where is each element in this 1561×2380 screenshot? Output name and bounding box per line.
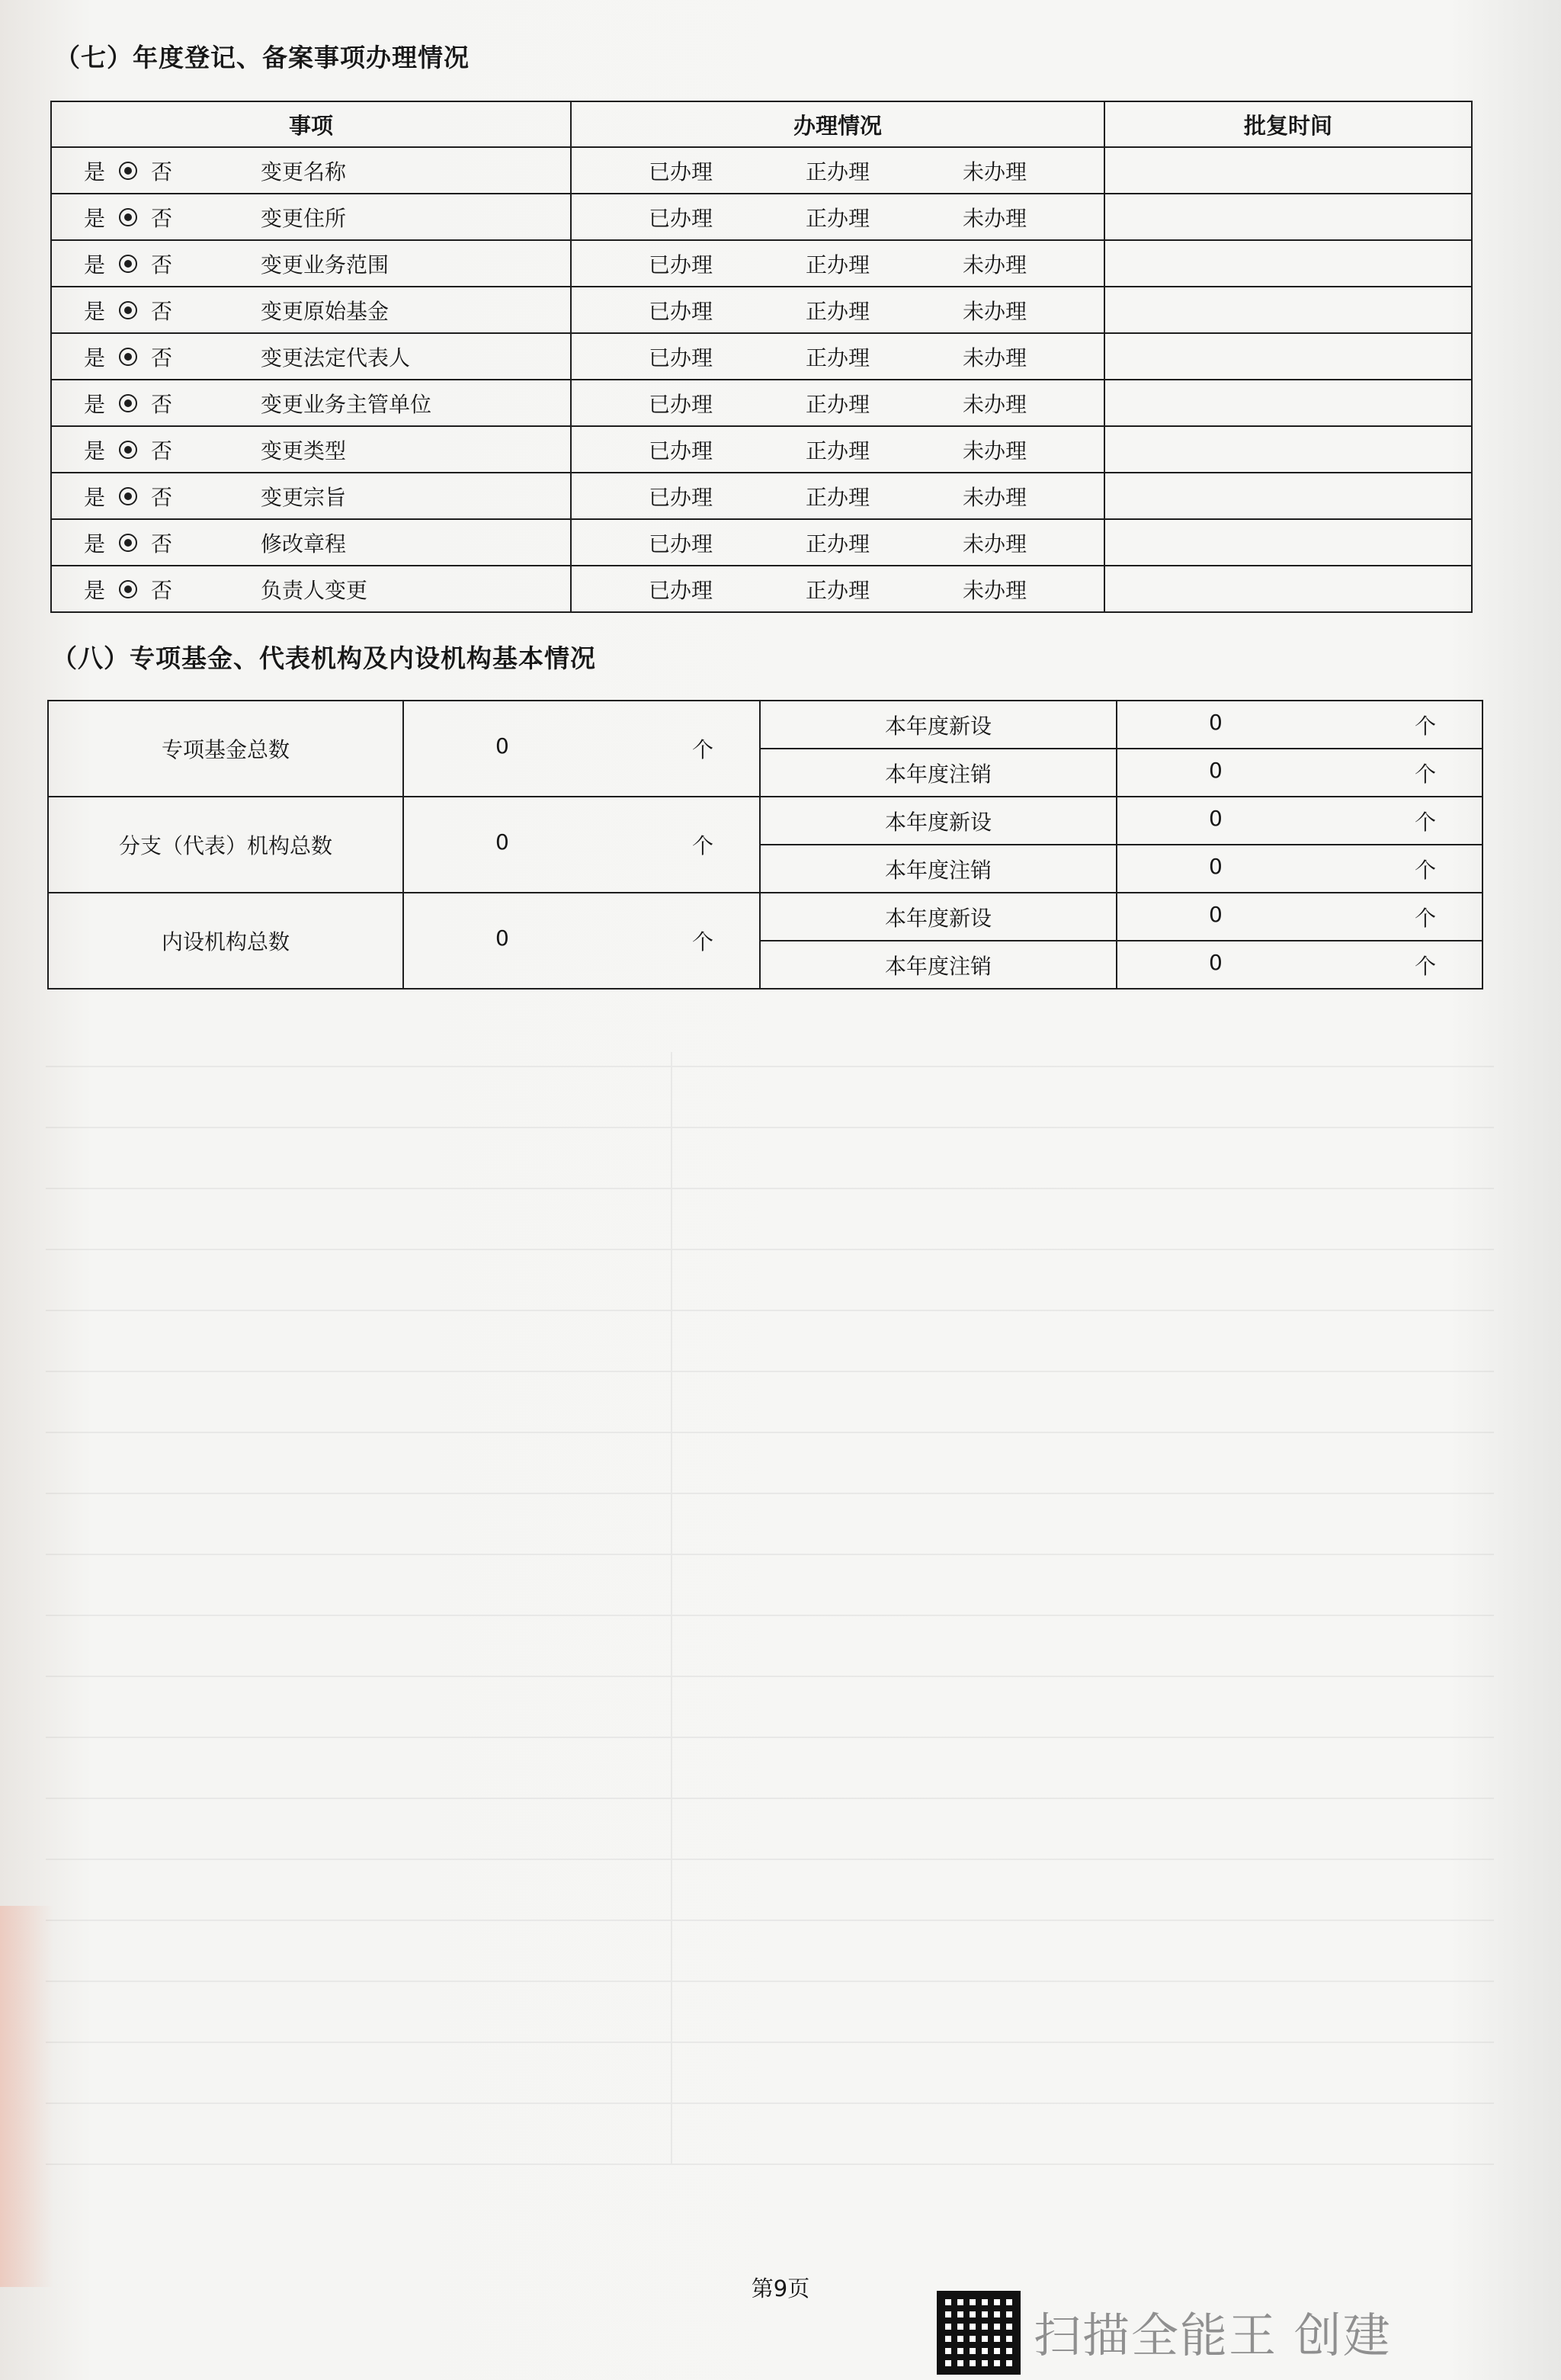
item-name: 修改章程 [261, 531, 347, 557]
group-total: 0 [495, 733, 509, 759]
status-not-done: 未办理 [962, 205, 1027, 231]
item-cell [51, 194, 571, 240]
status-done: 已办理 [648, 438, 713, 463]
status-done: 已办理 [648, 159, 713, 184]
no-label: 否 [151, 391, 173, 417]
status-done: 已办理 [648, 298, 713, 324]
unit-label: 个 [1414, 809, 1436, 835]
item-name: 变更原始基金 [261, 298, 389, 324]
radio-selected-icon[interactable] [119, 301, 137, 319]
registration-rows [51, 147, 1472, 612]
item-name: 变更类型 [261, 438, 347, 463]
status-done: 已办理 [648, 345, 713, 370]
cancel-label: 本年度注销 [760, 941, 1117, 989]
unit-label: 个 [691, 737, 713, 762]
yes-label: 是 [84, 205, 106, 231]
cancel-label: 本年度注销 [760, 749, 1117, 797]
item-name: 变更宗旨 [261, 484, 347, 510]
table-row [51, 240, 1472, 287]
table-header-row [51, 101, 1472, 147]
status-cell [571, 473, 1104, 519]
no-label: 否 [151, 438, 173, 463]
unit-label: 个 [691, 929, 713, 954]
status-done: 已办理 [648, 252, 713, 277]
status-not-done: 未办理 [962, 577, 1027, 603]
status-not-done: 未办理 [962, 531, 1027, 557]
table-row [51, 566, 1472, 612]
status-done: 已办理 [648, 577, 713, 603]
status-cell [571, 519, 1104, 566]
cancel-count: 0 [1209, 949, 1223, 975]
new-label: 本年度新设 [760, 893, 1117, 941]
new-count: 0 [1209, 805, 1223, 831]
approval-time-cell [1104, 519, 1472, 566]
unit-label: 个 [1414, 953, 1436, 979]
yes-label: 是 [84, 391, 106, 417]
approval-time-cell [1104, 426, 1472, 473]
table-row [51, 333, 1472, 380]
item-name: 变更名称 [261, 159, 347, 184]
status-not-done: 未办理 [962, 438, 1027, 463]
table-row [51, 194, 1472, 240]
table-row [48, 797, 1482, 845]
yes-label: 是 [84, 438, 106, 463]
cancel-count-cell [1117, 941, 1482, 989]
status-done: 已办理 [648, 484, 713, 510]
status-not-done: 未办理 [962, 484, 1027, 510]
new-label: 本年度新设 [760, 797, 1117, 845]
cancel-count: 0 [1209, 853, 1223, 879]
yes-label: 是 [84, 252, 106, 277]
status-done: 已办理 [648, 205, 713, 231]
approval-time-cell [1104, 147, 1472, 194]
no-label: 否 [151, 205, 173, 231]
status-in-progress: 正办理 [805, 577, 870, 603]
status-cell [571, 240, 1104, 287]
group-name: 分支（代表）机构总数 [48, 797, 403, 893]
unit-label: 个 [1414, 761, 1436, 787]
section8-title: （八）专项基金、代表机构及内设机构基本情况 [52, 643, 596, 673]
cancel-count-cell [1117, 845, 1482, 893]
yes-label: 是 [84, 484, 106, 510]
status-cell [571, 333, 1104, 380]
table-row [51, 519, 1472, 566]
new-count-cell [1117, 797, 1482, 845]
status-not-done: 未办理 [962, 252, 1027, 277]
header-approval-time: 批复时间 [1104, 101, 1472, 147]
table-row [48, 701, 1482, 749]
item-cell [51, 426, 571, 473]
status-in-progress: 正办理 [805, 159, 870, 184]
new-count: 0 [1209, 709, 1223, 735]
header-item: 事项 [51, 101, 571, 147]
no-label: 否 [151, 577, 173, 603]
item-name: 变更法定代表人 [261, 345, 411, 370]
new-label: 本年度新设 [760, 701, 1117, 749]
group-total-cell [403, 701, 760, 797]
status-cell [571, 566, 1104, 612]
item-name: 负责人变更 [261, 577, 368, 603]
radio-selected-icon[interactable] [119, 208, 137, 226]
item-cell [51, 147, 571, 194]
no-label: 否 [151, 531, 173, 557]
radio-selected-icon[interactable] [119, 255, 137, 273]
status-in-progress: 正办理 [805, 438, 870, 463]
approval-time-cell [1104, 566, 1472, 612]
header-status: 办理情况 [571, 101, 1104, 147]
institutions-rows [48, 701, 1482, 989]
table-row [51, 380, 1472, 426]
unit-label: 个 [1414, 713, 1436, 739]
item-cell [51, 473, 571, 519]
approval-time-cell [1104, 240, 1472, 287]
bleed-through-background [46, 1052, 1494, 2165]
table-row [51, 287, 1472, 333]
cancel-label: 本年度注销 [760, 845, 1117, 893]
status-in-progress: 正办理 [805, 205, 870, 231]
radio-selected-icon[interactable] [119, 580, 137, 598]
status-in-progress: 正办理 [805, 252, 870, 277]
page-number: 第9页 [751, 2276, 810, 2301]
table-row [51, 473, 1472, 519]
yes-label: 是 [84, 298, 106, 324]
status-in-progress: 正办理 [805, 391, 870, 417]
radio-selected-icon[interactable] [119, 487, 137, 505]
status-not-done: 未办理 [962, 391, 1027, 417]
new-count-cell [1117, 893, 1482, 941]
item-cell [51, 519, 571, 566]
item-cell [51, 380, 571, 426]
radio-selected-icon[interactable] [119, 394, 137, 412]
status-not-done: 未办理 [962, 159, 1027, 184]
group-name: 专项基金总数 [48, 701, 403, 797]
no-label: 否 [151, 159, 173, 184]
section7-title: （七）年度登记、备案事项办理情况 [55, 43, 470, 72]
status-done: 已办理 [648, 531, 713, 557]
approval-time-cell [1104, 287, 1472, 333]
unit-label: 个 [1414, 905, 1436, 931]
yes-label: 是 [84, 159, 106, 184]
status-in-progress: 正办理 [805, 484, 870, 510]
status-in-progress: 正办理 [805, 298, 870, 324]
status-done: 已办理 [648, 391, 713, 417]
status-cell [571, 287, 1104, 333]
yes-label: 是 [84, 345, 106, 370]
radio-selected-icon[interactable] [119, 534, 137, 552]
no-label: 否 [151, 345, 173, 370]
registration-table [50, 101, 1473, 613]
status-cell [571, 147, 1104, 194]
group-name: 内设机构总数 [48, 893, 403, 989]
approval-time-cell [1104, 194, 1472, 240]
item-cell [51, 333, 571, 380]
yes-label: 是 [84, 577, 106, 603]
no-label: 否 [151, 298, 173, 324]
table-row [51, 147, 1472, 194]
status-not-done: 未办理 [962, 345, 1027, 370]
cancel-count: 0 [1209, 757, 1223, 783]
group-total: 0 [495, 829, 509, 855]
item-name: 变更业务范围 [261, 252, 389, 277]
approval-time-cell [1104, 380, 1472, 426]
status-cell [571, 194, 1104, 240]
item-cell [51, 287, 571, 333]
table-row [51, 426, 1472, 473]
status-cell [571, 380, 1104, 426]
status-in-progress: 正办理 [805, 345, 870, 370]
group-total-cell [403, 797, 760, 893]
group-total: 0 [495, 925, 509, 951]
no-label: 否 [151, 484, 173, 510]
qr-code-icon [939, 2293, 1018, 2372]
item-name: 变更业务主管单位 [261, 391, 432, 417]
group-total-cell [403, 893, 760, 989]
unit-label: 个 [691, 833, 713, 858]
no-label: 否 [151, 252, 173, 277]
approval-time-cell [1104, 333, 1472, 380]
yes-label: 是 [84, 531, 106, 557]
status-not-done: 未办理 [962, 298, 1027, 324]
unit-label: 个 [1414, 857, 1436, 883]
status-in-progress: 正办理 [805, 531, 870, 557]
new-count-cell [1117, 701, 1482, 749]
radio-selected-icon[interactable] [119, 441, 137, 459]
item-cell [51, 566, 571, 612]
radio-selected-icon[interactable] [119, 162, 137, 180]
item-name: 变更住所 [261, 205, 347, 231]
new-count: 0 [1209, 901, 1223, 927]
radio-selected-icon[interactable] [119, 348, 137, 366]
table-row [48, 893, 1482, 941]
institutions-table [47, 700, 1483, 990]
scanner-watermark: 扫描全能王 创建 [1034, 2308, 1392, 2363]
approval-time-cell [1104, 473, 1472, 519]
item-cell [51, 240, 571, 287]
status-cell [571, 426, 1104, 473]
cancel-count-cell [1117, 749, 1482, 797]
